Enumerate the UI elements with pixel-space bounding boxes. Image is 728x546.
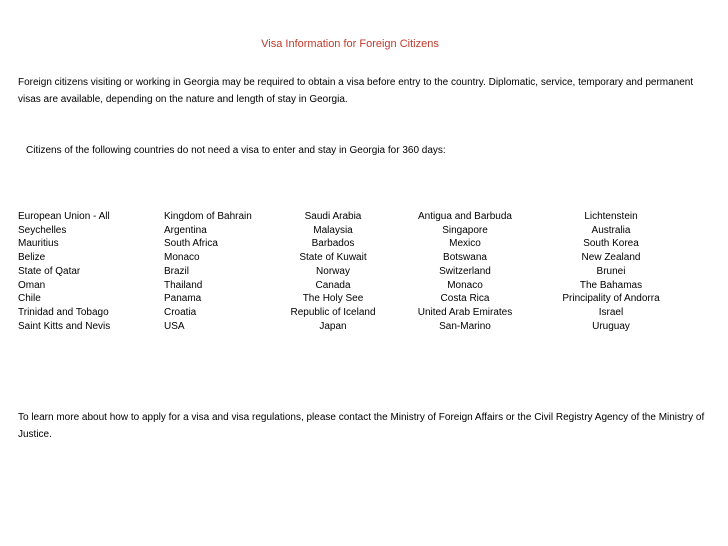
- country-item: Republic of Iceland: [290, 306, 376, 318]
- country-item: The Bahamas: [579, 279, 643, 291]
- country-item: Japan: [319, 320, 347, 332]
- country-item: San-Marino: [439, 320, 491, 332]
- visa-free-country-list: [18, 210, 708, 332]
- country-item: Thailand: [164, 279, 203, 291]
- country-item: Panama: [164, 293, 202, 305]
- country-item: State of Kuwait: [299, 252, 367, 264]
- country-item: Croatia: [164, 306, 197, 318]
- country-item: Argentina: [164, 224, 207, 236]
- country-item: Mexico: [449, 238, 481, 250]
- country-item: Saint Kitts and Nevis: [18, 320, 111, 332]
- page-title: Visa Information for Foreign Citizens: [261, 38, 439, 50]
- country-column-1: [18, 210, 110, 333]
- country-item: USA: [164, 320, 185, 332]
- country-item: Belize: [18, 252, 46, 264]
- country-item: Canada: [315, 279, 351, 291]
- country-column-4: [396, 210, 534, 333]
- country-item: Botswana: [443, 252, 487, 264]
- country-item: Singapore: [442, 224, 488, 236]
- country-item: Trinidad and Tobago: [18, 306, 109, 318]
- country-item: Oman: [18, 279, 46, 291]
- country-item: Seychelles: [18, 224, 67, 236]
- country-item: New Zealand: [581, 252, 641, 264]
- country-column-2: [164, 210, 252, 333]
- country-item: Saudi Arabia: [304, 211, 362, 222]
- country-item: The Holy See: [302, 293, 364, 305]
- country-item: Monaco: [447, 279, 483, 291]
- country-item: Monaco: [164, 252, 200, 264]
- country-item: European Union - All: [18, 211, 110, 222]
- country-item: South Africa: [164, 238, 218, 250]
- visa-free-heading: Citizens of the following countries do not need a visa to enter and stay in Georgia for 360 days:: [26, 145, 446, 156]
- intro-paragraph: Foreign citizens visiting or working in Georgia may be required to obtain a visa before entry to the country. Diplomatic, service, temporary and permanent visas are available, depending on the nature and length of stay in Georgia.: [18, 77, 694, 105]
- country-item: United Arab Emirates: [417, 306, 513, 318]
- country-item: Israel: [598, 306, 624, 318]
- country-item: Brunei: [596, 265, 626, 277]
- country-item: Lichtenstein: [584, 211, 638, 222]
- country-item: Switzerland: [439, 265, 491, 277]
- country-item: Australia: [591, 224, 631, 236]
- country-item: Barbados: [311, 238, 355, 250]
- country-item: Costa Rica: [440, 293, 490, 305]
- country-item: Mauritius: [18, 238, 59, 250]
- country-item: Malaysia: [313, 224, 353, 236]
- country-item: State of Qatar: [18, 265, 81, 277]
- country-item: Principality of Andorra: [562, 293, 660, 305]
- country-item: Norway: [316, 265, 350, 277]
- country-item: Kingdom of Bahrain: [164, 211, 252, 222]
- country-item: Brazil: [164, 265, 190, 277]
- contact-paragraph: To learn more about how to apply for a visa and visa regulations, please contact the Ministry of Foreign Affairs or the Civil Registry Agency of the Ministry of Justice.: [18, 412, 705, 440]
- country-item: Uruguay: [592, 320, 630, 332]
- country-item: Chile: [18, 293, 41, 305]
- country-column-5: [546, 210, 676, 333]
- country-item: Antigua and Barbuda: [418, 211, 512, 222]
- country-item: South Korea: [583, 238, 639, 250]
- country-column-3: [273, 210, 393, 333]
